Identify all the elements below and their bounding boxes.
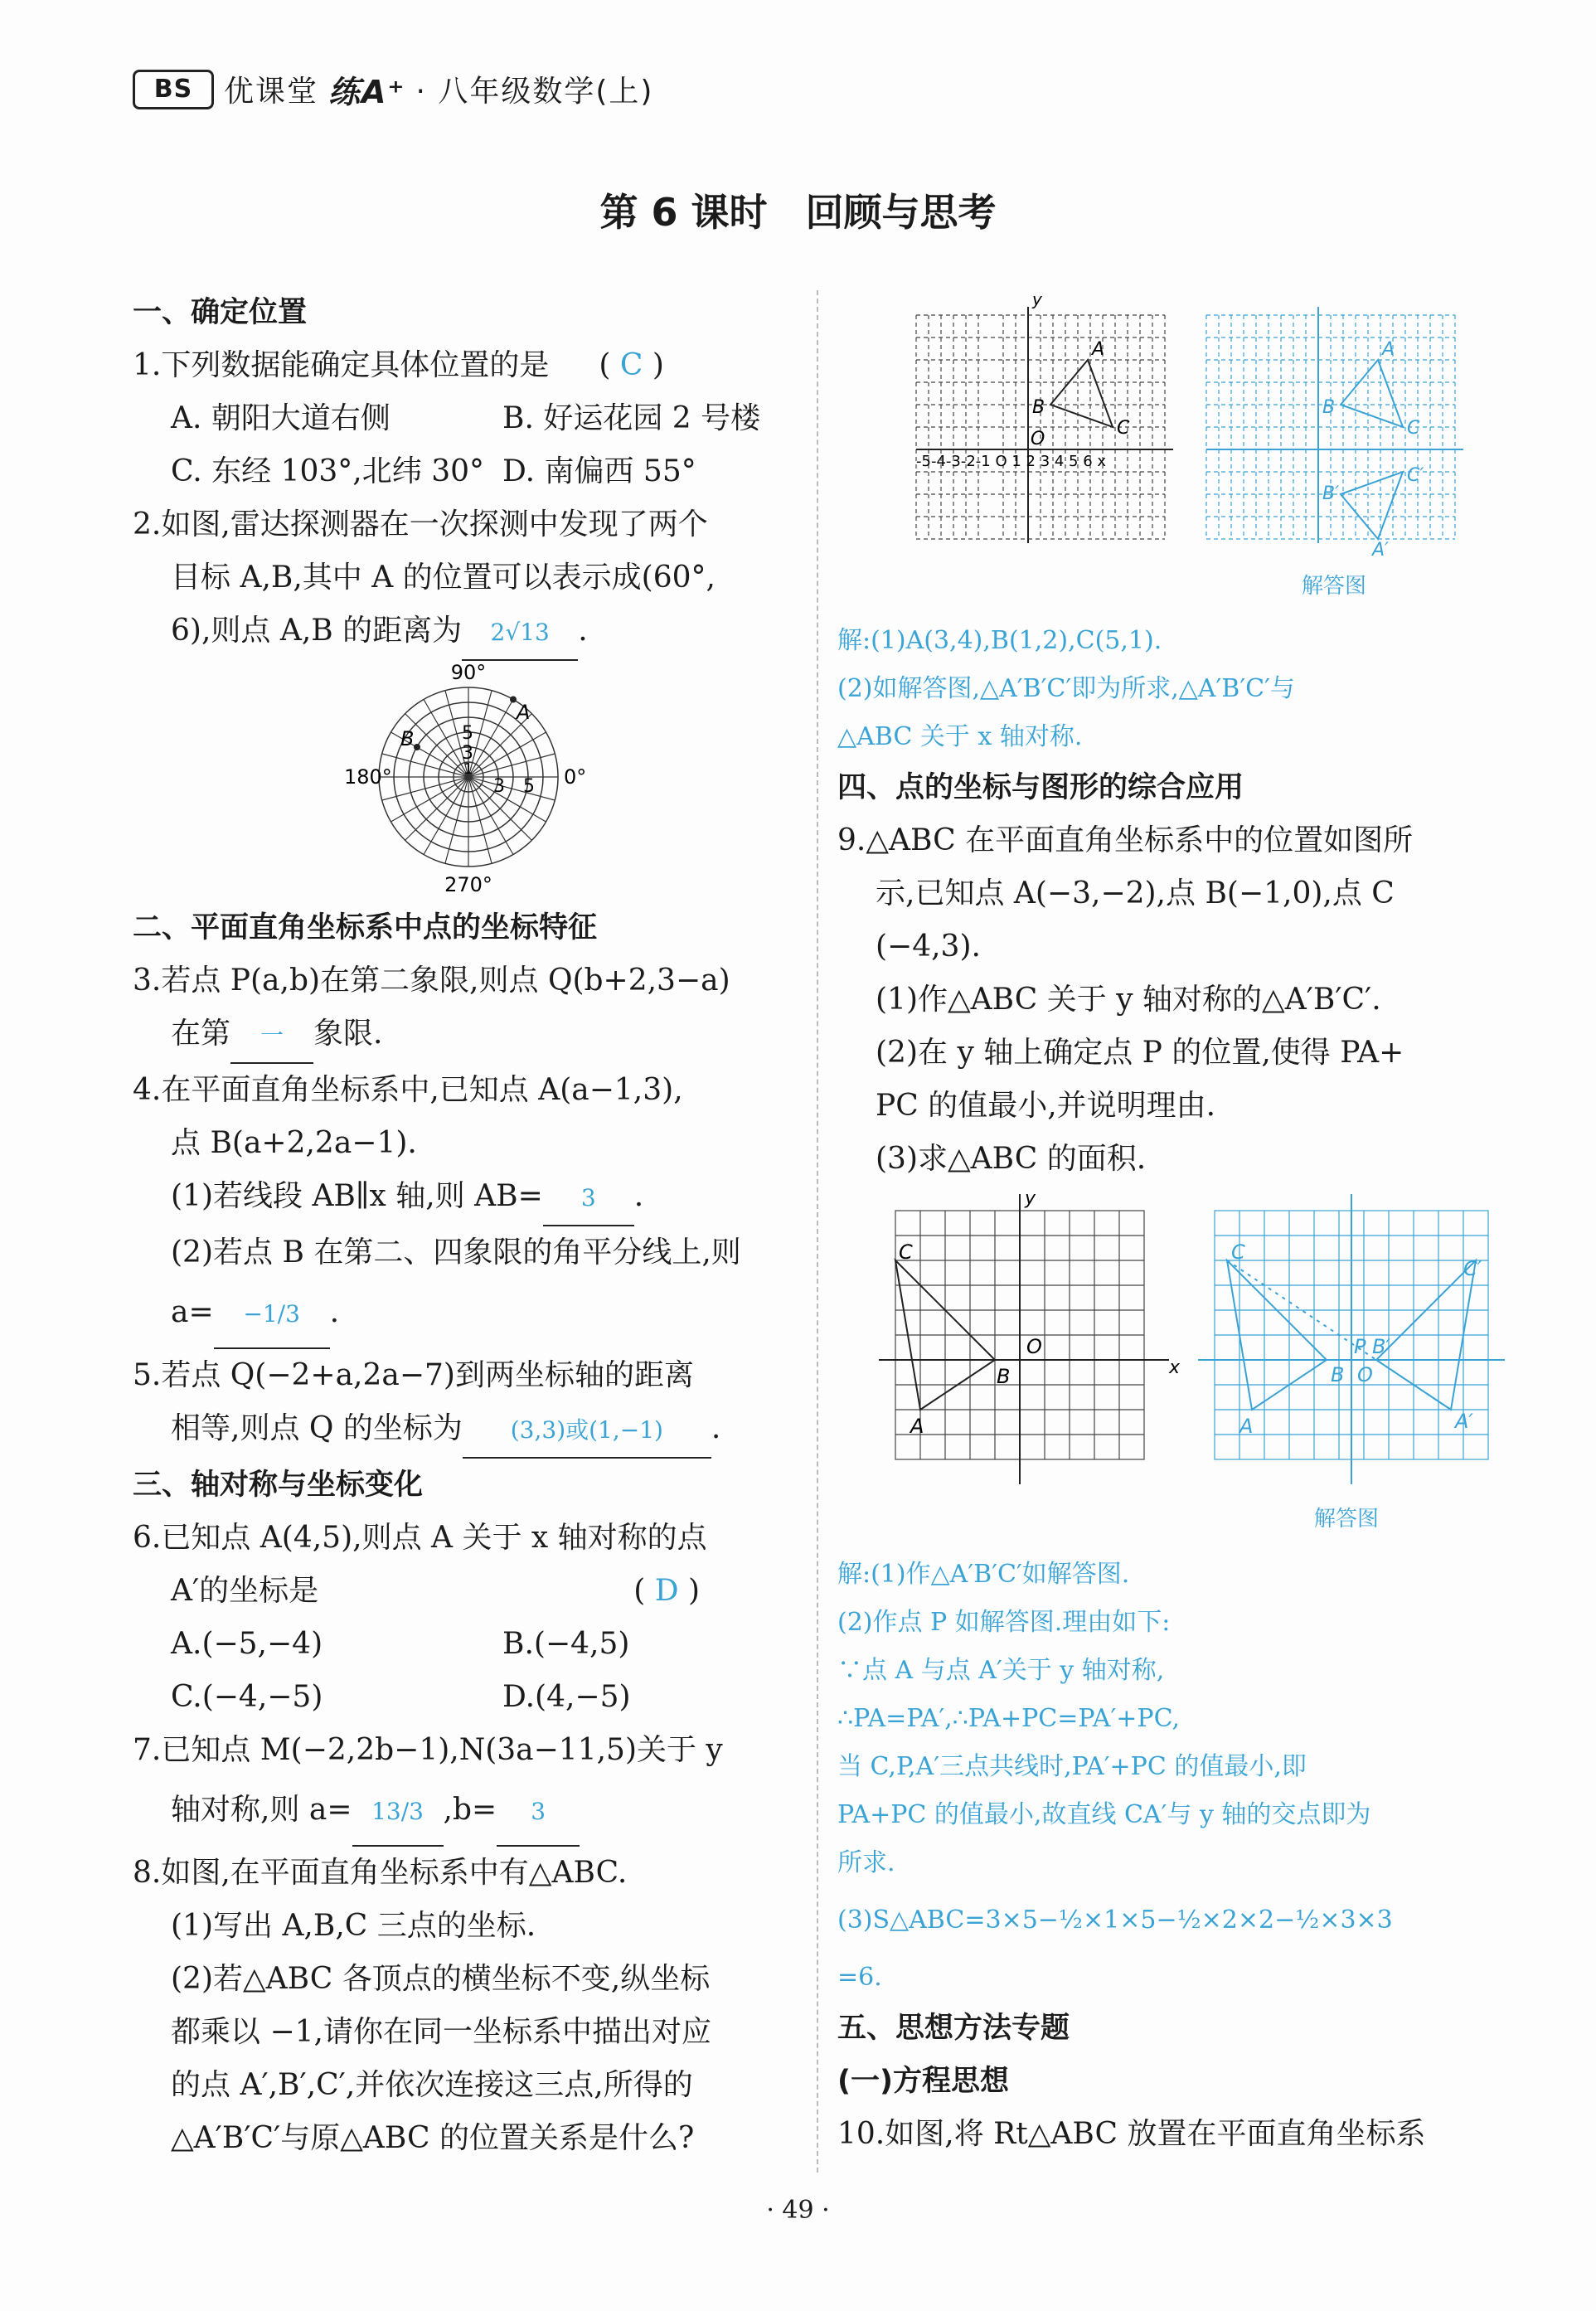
q8-grid-original [916, 290, 1173, 543]
y-axis-label: y [1025, 1188, 1036, 1209]
angle-180-label: 180° [344, 765, 392, 789]
page-number: · 49 · [766, 2196, 830, 2225]
label-a: A [910, 1415, 924, 1438]
question-7-line [133, 1777, 796, 1847]
question-8-part: (1)写出 A,B,C 三点的坐标. [171, 1909, 536, 1943]
options-row [133, 1618, 796, 1671]
solution-line: 解:(1)作△A′B′C′如解答图. [837, 1560, 1130, 1589]
question-6-line: 6.已知点 A(4,5),则点 A 关于 x 轴对称的点 [133, 1521, 707, 1555]
question-9-line: 9.△ABC 在平面直角坐标系中的位置如图所 [837, 823, 1414, 857]
q9-coordinate-grids [837, 1186, 1517, 1542]
label-a: A [1382, 339, 1395, 360]
label-b: B [400, 727, 415, 750]
lesson-title: 第 6 课时 回顾与思考 [599, 190, 997, 235]
question-9-part: (2)在 y 轴上确定点 P 的位置,使得 PA+ [876, 1036, 1404, 1070]
publisher-logo: BS [133, 70, 214, 109]
header-brand: 练A⁺ [328, 74, 406, 110]
label-c: C [1407, 418, 1420, 439]
label-p: P [1354, 1335, 1366, 1358]
option-b: B. 好运花园 2 号楼 [502, 401, 761, 435]
question-text: ,b= [443, 1793, 497, 1827]
section-heading: 四、点的坐标与图形的综合应用 [837, 771, 1244, 804]
ring-label: 5 [523, 776, 535, 797]
question-text: A′的坐标是 [171, 1574, 319, 1608]
label-b: B [1322, 397, 1336, 418]
question-3-line: 3.若点 P(a,b)在第二象限,则点 Q(b+2,3−a) [133, 964, 730, 998]
origin-label: O [1031, 429, 1045, 449]
answer-blank: (3,3)或(1,−1) [463, 1404, 711, 1459]
label-b: B [1331, 1363, 1345, 1386]
q8-coordinate-grids [837, 290, 1517, 622]
solution-line: (2)如解答图,△A′B′C′即为所求,△A′B′C′与 [837, 674, 1295, 703]
q8-grid-answer [1206, 307, 1463, 599]
ring-label: 1 [463, 760, 473, 778]
ring-label: 3 [462, 743, 473, 764]
question-4-line: 点 B(a+2,2a−1). [171, 1126, 417, 1160]
answer-choice: C [619, 348, 643, 382]
question-8-part: (2)若△ABC 各顶点的横坐标不变,纵坐标 [171, 1962, 711, 1996]
x-tick-labels: -5-4-3-2-1 O 1 2 3 4 5 6 x [916, 453, 1107, 470]
label-a-prime: A′ [1372, 540, 1390, 561]
origin-label: O [1357, 1363, 1373, 1386]
question-text: 象限. [313, 1017, 383, 1051]
section-heading: 一、确定位置 [133, 296, 308, 329]
label-c: C [1117, 418, 1130, 439]
q9-grid-original [879, 1188, 1181, 1484]
column-divider [817, 290, 818, 2173]
question-8-part: △A′B′C′与原△ABC 的位置关系是什么? [171, 2121, 695, 2155]
point-a [510, 697, 517, 703]
section-heading: 三、轴对称与坐标变化 [133, 1469, 424, 1502]
answer-blank: 13/3 [352, 1779, 444, 1847]
question-2-line: 2.如图,雷达探测器在一次探测中发现了两个 [133, 507, 708, 541]
question-text: (1)若线段 AB∥x 轴,则 AB= [171, 1179, 543, 1213]
label-c: C [1231, 1240, 1245, 1264]
option-a: A. 朝阳大道右侧 [171, 401, 391, 435]
origin-label: O [1026, 1335, 1042, 1358]
header-subject: · 八年级数学(上) [415, 75, 654, 109]
y-axis-label: y [1032, 290, 1042, 309]
x-axis-label: x [1169, 1357, 1181, 1378]
label-b: B [997, 1365, 1011, 1388]
q9-solution [837, 1551, 1517, 2002]
question-4-part: (1)若线段 AB∥x 轴,则 AB= 3 . [133, 1170, 796, 1226]
question-2-line: 6),则点 A,B 的距离为 2√13 . [133, 604, 796, 661]
question-8-line: 8.如图,在平面直角坐标系中有△ABC. [133, 1856, 628, 1890]
option-d: D.(4,−5) [502, 1680, 631, 1714]
question-3-line [133, 1007, 796, 1064]
answer-blank: 3 [497, 1779, 580, 1847]
solution-line: ∵点 A 与点 A′关于 y 轴对称, [837, 1656, 1165, 1685]
angle-90-label: 90° [450, 661, 487, 684]
question-7-line: 7.已知点 M(−2,2b−1),N(3a−11,5)关于 y [133, 1733, 723, 1767]
answer-blank: 一 [230, 1009, 313, 1064]
question-8-part: 的点 A′,B′,C′,并依次连接这三点,所得的 [171, 2068, 693, 2102]
label-c: C [899, 1240, 913, 1264]
book-header [133, 66, 653, 112]
question-4-part: (2)若点 B 在第二、四象限的角平分线上,则 [171, 1236, 741, 1270]
ring-label: 3 [493, 776, 505, 797]
question-9-line: 示,已知点 A(−3,−2),点 B(−1,0),点 C [876, 876, 1395, 910]
label-a-prime: A′ [1455, 1410, 1473, 1433]
section-heading: 二、平面直角坐标系中点的坐标特征 [133, 911, 598, 944]
options-row [133, 1671, 796, 1724]
question-6-line: A′的坐标是 ( D ) [171, 1574, 701, 1608]
label-c-prime: C′ [1463, 1257, 1482, 1280]
answer-blank: 2√13 [462, 606, 578, 661]
point-b [414, 744, 420, 750]
solution-line: △ABC 关于 x 轴对称. [837, 722, 1083, 751]
solution-line: 所求. [837, 1848, 895, 1877]
question-text: 在第 [171, 1017, 231, 1051]
left-column [133, 286, 796, 2165]
option-c: C.(−4,−5) [171, 1680, 323, 1714]
options-row [133, 445, 796, 498]
question-1: 1.下列数据能确定具体位置的是 ( C ) [133, 348, 664, 382]
label-a: A [1092, 339, 1105, 360]
label-b: B [1032, 397, 1045, 418]
angle-0-label: 0° [564, 765, 587, 789]
question-text: a= [171, 1295, 214, 1329]
radar-figure [133, 661, 796, 901]
question-5-line: 5.若点 Q(−2+a,2a−7)到两坐标轴的距离 [133, 1358, 694, 1392]
section-heading: 五、思想方法专题 [837, 2012, 1070, 2045]
subsection-heading: (一)方程思想 [837, 2065, 1009, 2098]
answer-choice: D [654, 1574, 679, 1608]
q9-grid-answer [1198, 1194, 1505, 1532]
label-b-prime: B′ [1322, 483, 1340, 504]
question-9-part: (3)求△ABC 的面积. [876, 1142, 1147, 1176]
solution-line: 当 C,P,A′三点共线时,PA′+PC 的值最小,即 [837, 1752, 1307, 1781]
label-a: A [1239, 1415, 1254, 1438]
question-text: 轴对称,则 a= [171, 1793, 352, 1827]
question-4-line: 4.在平面直角坐标系中,已知点 A(a−1,3), [133, 1073, 683, 1107]
answer-figure-caption: 解答图 [1302, 574, 1367, 599]
answer-blank: −1/3 [214, 1281, 330, 1349]
options-row [133, 392, 796, 445]
question-4-part: a= −1/3 . [133, 1279, 796, 1349]
solution-line: (2)作点 P 如解答图.理由如下: [837, 1608, 1171, 1637]
option-d: D. 南偏西 55° [502, 454, 696, 488]
radar-diagram [133, 661, 796, 901]
solution-line: =6. [837, 1963, 882, 1992]
q8-solution [837, 617, 1517, 761]
question-9-part: (1)作△ABC 关于 y 轴对称的△A′B′C′. [876, 983, 1381, 1017]
answer-figure-caption: 解答图 [1314, 1507, 1380, 1532]
label-a: A [517, 701, 531, 724]
question-text: 相等,则点 Q 的坐标为 [171, 1411, 463, 1445]
option-c: C. 东经 103°,北纬 30° [171, 454, 485, 488]
header-series: 优课堂 [224, 75, 319, 109]
option-a: A.(−5,−4) [171, 1627, 323, 1661]
question-9-line: (−4,3). [876, 930, 981, 964]
section-5-block [837, 2002, 1517, 2161]
question-10-line: 10.如图,将 Rt△ABC 放置在平面直角坐标系 [837, 2117, 1426, 2151]
label-b-prime: B′ [1372, 1335, 1390, 1358]
angle-270-label: 270° [444, 873, 492, 896]
q9-block [837, 761, 1517, 1186]
solution-line: ∴PA=PA′,∴PA+PC=PA′+PC, [837, 1704, 1181, 1733]
question-text: 6),则点 A,B 的距离为 [171, 614, 463, 648]
solution-line: PA+PC 的值最小,故直线 CA′与 y 轴的交点即为 [837, 1800, 1371, 1829]
ring-label: 5 [462, 723, 473, 744]
question-text: 1.下列数据能确定具体位置的是 [133, 348, 550, 382]
solution-line: 解:(1)A(3,4),B(1,2),C(5,1). [837, 626, 1162, 655]
question-9-part: PC 的值最小,并说明理由. [876, 1089, 1216, 1123]
solution-line: (3)S△ABC=3×5−½×1×5−½×2×2−½×3×3 [837, 1906, 1393, 1935]
answer-blank: 3 [543, 1172, 634, 1226]
question-2-line: 目标 A,B,其中 A 的位置可以表示成(60°, [171, 561, 716, 595]
question-8-part: 都乘以 −1,请你在同一坐标系中描出对应 [171, 2015, 711, 2049]
question-5-line: 相等,则点 Q 的坐标为 (3,3)或(1,−1) . [133, 1402, 796, 1459]
option-b: B.(−4,5) [502, 1627, 630, 1661]
right-column [837, 290, 1517, 2161]
label-c-prime: C′ [1407, 465, 1424, 486]
